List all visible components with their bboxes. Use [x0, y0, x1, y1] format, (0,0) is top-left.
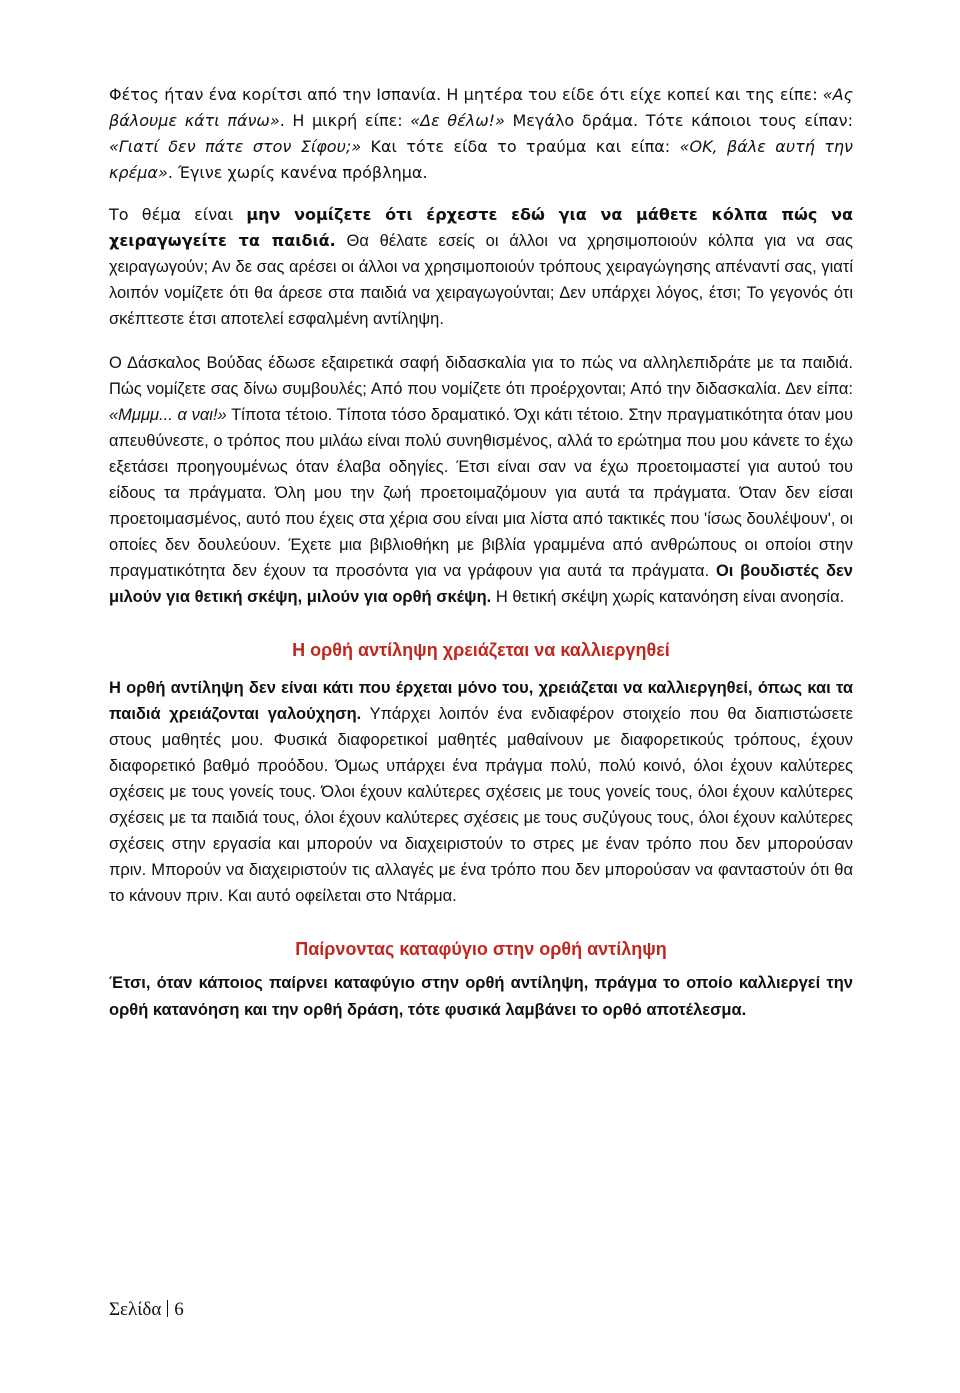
p3-quote-1: «Μμμμ... α ναι!»: [109, 406, 227, 424]
p1-quote-2: «Δε θέλω!»: [410, 111, 505, 130]
p3-text-1: Ο Δάσκαλος Βούδας έδωσε εξαιρετικά σαφή διδασκαλία για το πώς να αλληλεπιδράτε με τα παιδιά. Πώς νομίζετε σας δίνω συμβουλές; Από που νομίζετε ότι προέρχονται; Από την διδασκαλία. Δεν είπα:: [109, 354, 853, 398]
paragraph-teaching: [109, 350, 853, 610]
footer-separator: [167, 1300, 168, 1317]
p4-bold: Η ορθή αντίληψη δεν είναι κάτι που έρχεται μόνο του, χρειάζεται να καλλιεργηθεί, όπως και τα παιδιά χρειάζονται γαλούχηση.: [109, 679, 853, 723]
page-footer: [109, 1299, 184, 1321]
p5-bold: Έτσι, όταν κάποιος παίρνει καταφύγιο στην ορθή αντίληψη, πράγμα το οποίο καλλιεργεί την ορθή κατανόηση και την ορθή δράση, τότε φυσικά λαμβάνει το ορθό αποτέλεσμα.: [109, 974, 853, 1019]
paragraph-anecdote: [109, 82, 853, 186]
p1-text-4: Και τότε είδα το τραύμα και είπα:: [361, 137, 680, 156]
p1-quote-4: «ΟΚ, βάλε αυτή την κρέμα»: [109, 137, 853, 182]
p3-text-3: Η θετική σκέψη χωρίς κατανόηση είναι ανοησία.: [491, 588, 845, 606]
p1-quote-1: «Ας βάλουμε κάτι πάνω»: [109, 85, 853, 130]
p1-text-1: Φέτος ήταν ένα κορίτσι από την Ισπανία. Η μητέρα του είδε ότι είχε κοπεί και της είπε:: [109, 85, 823, 104]
p1-text-3: Μεγάλο δράμα. Τότε κάποιοι τους είπαν:: [504, 111, 853, 130]
p3-bold: Οι βουδιστές δεν μιλούν για θετική σκέψη, μιλούν για ορθή σκέψη.: [109, 562, 853, 606]
footer-label: Σελίδα: [109, 1299, 162, 1320]
p2-rest: Θα θέλατε εσείς οι άλλοι να χρησιμοποιούν κόλπα για να σας χειραγωγούν; Αν δε σας αρέσει οι άλλοι να χρησιμοποιούν τρόπους χειραγώγησης απέναντί σας, γιατί λοιπόν νομίζετε ότι θα άρεσε στα παιδιά να χειραγωγούνται; Δεν υπάρχει λόγος, έτσι; Το γεγονός ότι σκέπτεστε έτσι αποτελεί εσφαλμένη αντίληψη.: [109, 232, 854, 328]
paragraph-cultivation: [109, 675, 853, 909]
p3-text-2: Τίποτα τέτοιο. Τίποτα τόσο δραματικό. Όχι κάτι τέτοιο. Στην πραγματικότητα όταν μου απευθύνεστε, ο τρόπος που μιλάω είναι πολύ συνηθισμένος, αλλά το ερώτημα που μου κάνετε το έχω εξετάσει προηγουμένως όταν έλαβα οδηγίες. Έτσι είναι σαν να έχω προετοιμαστεί για αυτού του είδους τα πράγματα. Όλη μου την ζωή προετοιμαζόμουν για αυτά τα πράγματα. Όταν δεν είσαι προετοιμασμένος, αυτό που έχεις στα χέρια σου είναι μια λίστα από τακτικές που 'ίσως δουλέψουν', οι οποίες δεν δουλεύουν. Έχετε μια βιβλιοθήκη με βιβλία γραμμένα από ανθρώπους οι οποίοι στην πραγματικότητα δεν έχουν τα προσόντα για να γράφουν για αυτά τα πράγματα.: [109, 406, 853, 580]
paragraph-manipulation: [109, 202, 853, 332]
p4-rest: Υπάρχει λοιπόν ένα ενδιαφέρον στοιχείο που θα διαπιστώσετε στους μαθητές μου. Φυσικά διαφορετικοί μαθητές μαθαίνουν με διαφορετικούς τρόπους, έχουν διαφορετικό βαθμό προόδου. Όμως υπάρχει ένα πράγμα πολύ, πολύ κοινό, όλοι έχουν καλύτερες σχέσεις με τους γονείς τους. Όλοι έχουν καλύτερες σχέσεις με τους γονείς τους, όλοι έχουν καλύτερες σχέσεις με τα παιδιά τους, όλοι έχουν καλύτερες σχέσεις με τους συζύγους τους, όλοι έχουν καλύτερες σχέσεις στην εργασία και μπορούν να διαχειριστούν το στρες με έναν τρόπο που δεν μπορούσαν πριν. Μπορούν να διαχειριστούν τις αλλαγές με ένα τρόπο που δεν μπορούσαν να φανταστούν ότι θα το κάνουν πριν. Και αυτό οφείλεται στο Ντάρμα.: [109, 705, 853, 905]
page-body: [109, 82, 853, 1024]
section-heading-cultivation: Η ορθή αντίληψη χρειάζεται να καλλιεργηθεί: [292, 640, 670, 660]
paragraph-refuge: [109, 970, 853, 1024]
p1-text-5: . Έγινε χωρίς κανένα πρόβλημα.: [167, 163, 428, 182]
p2-lead: Το θέμα είναι: [109, 205, 247, 224]
p2-bold: μην νομίζετε ότι έρχεστε εδώ για να μάθετε κόλπα πώς να χειραγωγείτε τα παιδιά.: [109, 205, 853, 250]
p1-text-2: . Η μικρή είπε:: [279, 111, 411, 130]
section-heading-refuge: Παίρνοντας καταφύγιο στην ορθή αντίληψη: [295, 939, 667, 959]
p1-quote-3: «Γιατί δεν πάτε στον Σίφου;»: [109, 137, 362, 156]
footer-page-number: 6: [174, 1299, 184, 1320]
